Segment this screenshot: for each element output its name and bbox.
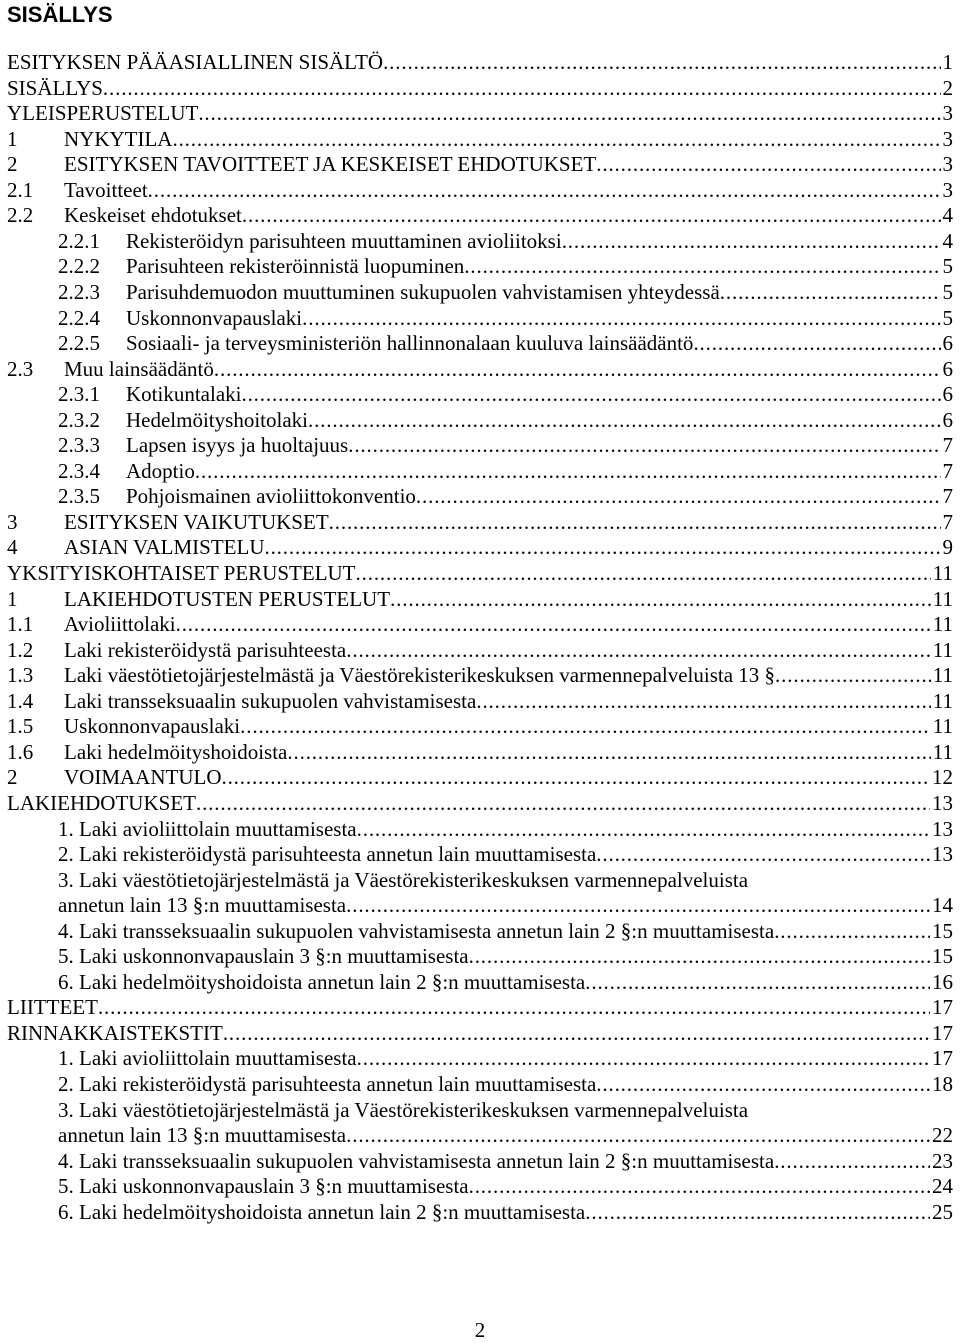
toc-entry-title: 1. Laki avioliittolain muuttamisesta: [58, 816, 357, 841]
toc-entry-page: 7: [942, 484, 953, 509]
toc-entry-title: 4. Laki transseksuaalin sukupuolen vahvistamisesta annetun lain 2 §:n muuttamisesta: [58, 918, 775, 943]
toc-entry-page: 24: [932, 1174, 953, 1199]
toc-entry[interactable]: [0, 868, 960, 893]
toc-leader-dots: [196, 791, 930, 816]
toc-leader-dots: [241, 382, 940, 407]
toc-leader-dots: [383, 50, 940, 75]
toc-entry-title: Sosiaali- ja terveysministeriön hallinnonalaan kuuluva lainsäädäntö: [126, 331, 694, 356]
toc-entry-page: 1: [942, 50, 953, 74]
toc-entry[interactable]: [0, 638, 960, 663]
toc-entry-title: annetun lain 13 §:n muuttamisesta: [58, 893, 347, 918]
toc-entry-page: 11: [932, 561, 953, 585]
toc-entry-page: 3: [942, 126, 953, 151]
toc-entry-title: Rekisteröidyn parisuhteen muuttaminen avioliitoksi: [126, 228, 562, 253]
toc-leader-dots: [596, 152, 940, 177]
toc-entry[interactable]: [0, 1123, 960, 1148]
toc-entry-page: 3: [942, 101, 953, 126]
toc-entry-page: 13: [932, 790, 953, 815]
toc-entry[interactable]: [0, 612, 960, 637]
toc-leader-dots: [348, 433, 940, 458]
toc-entry-number: 2.3.5: [58, 484, 100, 509]
toc-entry-title: 6. Laki hedelmöityshoidoista annetun lain 2 §:n muuttamisesta: [58, 1199, 586, 1224]
toc-entry-title: Uskonnonvapauslaki: [64, 714, 241, 739]
toc-leader-dots: [346, 1123, 930, 1148]
toc-entry-title: 6. Laki hedelmöityshoidoista annetun lain 2 §:n muuttamisesta: [58, 969, 586, 994]
toc-entry-page: 6: [942, 382, 953, 407]
toc-entry[interactable]: [0, 535, 960, 560]
toc-entry-title: Hedelmöityshoitolaki: [126, 407, 308, 432]
toc-leader-dots: [221, 765, 930, 790]
toc-entry-number: 1.4: [7, 688, 34, 713]
toc-leader-dots: [390, 587, 931, 612]
toc-leader-dots: [585, 970, 930, 995]
toc-leader-dots: [308, 408, 941, 433]
toc-entry[interactable]: [0, 254, 960, 279]
toc-leader-dots: [302, 306, 940, 331]
toc-entry-page: 5: [942, 305, 953, 330]
toc-entry-page: 13: [932, 816, 953, 841]
toc-entry-title: 3. Laki väestötietojärjestelmästä ja Väestörekisterikeskuksen varmennepalveluista: [58, 867, 749, 892]
toc-entry-page: 22: [932, 1123, 953, 1148]
toc-entry-title: Lapsen isyys ja huoltajuus: [126, 433, 349, 458]
toc-entry-number: 2.2.1: [58, 228, 100, 253]
toc-entry-number: 2.2.5: [58, 331, 100, 356]
toc-entry-title: ESITYKSEN TAVOITTEET JA KESKEISET EHDOTUKSET: [64, 152, 597, 177]
toc-entry[interactable]: [0, 919, 960, 944]
toc-entry[interactable]: [0, 817, 960, 842]
toc-entry[interactable]: [0, 714, 960, 739]
toc-entry-title: LAKIEHDOTUSTEN PERUSTELUT: [64, 586, 391, 611]
toc-leader-dots: [346, 638, 931, 663]
toc-entry-title: Kotikuntalaki: [126, 382, 242, 407]
toc-entry-title: Tavoitteet: [64, 177, 148, 202]
toc-leader-dots: [416, 484, 941, 509]
toc-entry-title: Keskeiset ehdotukset: [64, 203, 242, 228]
toc-entry-title: Avioliittolaki: [64, 612, 176, 637]
toc-entry-number: 2.3.1: [58, 382, 100, 407]
toc-entry-page: 17: [932, 1020, 953, 1045]
toc-entry-title: 5. Laki uskonnonvapauslain 3 §:n muuttamisesta: [58, 1174, 469, 1199]
toc-entry[interactable]: [0, 127, 960, 152]
toc-entry-number: 1.3: [7, 663, 34, 688]
toc-entry-page: 3: [942, 177, 953, 202]
toc-entry[interactable]: [0, 1046, 960, 1071]
toc-entry-number: 1: [7, 586, 18, 611]
toc-leader-dots: [287, 740, 930, 765]
toc-entry-title: RINNAKKAISTEKSTIT: [7, 1020, 223, 1045]
toc-entry[interactable]: [0, 1149, 960, 1174]
toc-entry-number: 2.3: [7, 356, 34, 381]
toc-entry-title: ESITYKSEN VAIKUTUKSET: [64, 509, 329, 534]
toc-entry[interactable]: [0, 459, 960, 484]
toc-leader-dots: [476, 689, 930, 714]
toc-entry[interactable]: [0, 50, 960, 75]
page-title: SISÄLLYS: [7, 2, 113, 27]
toc-entry[interactable]: [0, 101, 960, 126]
toc-entry-title: 5. Laki uskonnonvapauslain 3 §:n muuttamisesta: [58, 944, 469, 969]
toc-entry-title: 1. Laki avioliittolain muuttamisesta: [58, 1046, 357, 1071]
toc-entry-page: 4: [942, 203, 953, 228]
toc-entry-page: 6: [942, 331, 953, 356]
toc-leader-dots: [242, 203, 941, 228]
toc-entry-title: Adoptio: [126, 458, 195, 483]
toc-entry-title: Laki hedelmöityshoidoista: [64, 739, 288, 764]
toc-leader-dots: [469, 944, 930, 969]
toc-entry-page: 18: [932, 1072, 953, 1096]
toc-entry-page: 5: [942, 254, 953, 279]
toc-entry[interactable]: [0, 433, 960, 458]
toc-entry[interactable]: [0, 561, 960, 586]
toc-entry-page: 6: [942, 356, 953, 381]
page-number: 2: [474, 1318, 486, 1342]
toc-entry[interactable]: [0, 663, 960, 688]
toc-leader-dots: [357, 1046, 930, 1071]
toc-entry-page: 6: [942, 407, 953, 432]
toc-entry[interactable]: [0, 842, 960, 867]
toc-entry-page: 17: [932, 995, 953, 1020]
toc-leader-dots: [585, 1200, 930, 1225]
toc-entry[interactable]: [0, 203, 960, 228]
toc-leader-dots: [148, 178, 941, 203]
toc-leader-dots: [214, 357, 941, 382]
toc-entry-page: 11: [932, 637, 953, 662]
toc-entry-title: LAKIEHDOTUKSET: [7, 790, 196, 815]
toc-entry-page: 7: [942, 509, 953, 534]
toc-entry-title: VOIMAANTULO: [64, 765, 222, 790]
toc-entry[interactable]: [0, 893, 960, 918]
toc-entry-number: 1.1: [7, 612, 34, 637]
toc-entry-title: 3. Laki väestötietojärjestelmästä ja Väestörekisterikeskuksen varmennepalveluista: [58, 1097, 749, 1122]
toc-entry[interactable]: [0, 689, 960, 714]
toc-entry-title: Parisuhdemuodon muuttuminen sukupuolen vahvistamisen yhteydessä: [126, 279, 720, 304]
toc-entry[interactable]: [0, 229, 960, 254]
toc-entry-page: 7: [942, 458, 953, 483]
toc-entry-number: 2: [7, 152, 18, 177]
toc-entry-title: SISÄLLYS: [7, 75, 103, 100]
toc-entry[interactable]: [0, 765, 960, 790]
toc-leader-dots: [103, 76, 941, 101]
toc-entry-number: 2.3.2: [58, 407, 100, 432]
toc-entry[interactable]: [0, 280, 960, 305]
toc-entry-title: annetun lain 13 §:n muuttamisesta: [58, 1123, 347, 1148]
toc-leader-dots: [720, 280, 941, 305]
toc-entry-number: 4: [7, 535, 18, 560]
toc-entry[interactable]: [0, 1098, 960, 1123]
toc-entry-title: Parisuhteen rekisteröinnistä luopuminen: [126, 254, 465, 279]
toc-entry-page: 17: [932, 1046, 953, 1071]
toc-entry-title: YKSITYISKOHTAISET PERUSTELUT: [7, 561, 356, 585]
toc-entry[interactable]: [0, 152, 960, 177]
toc-leader-dots: [356, 561, 931, 586]
toc-leader-dots: [240, 714, 931, 739]
toc-entry-page: 13: [932, 842, 953, 867]
toc-entry-number: 2.1: [7, 177, 34, 202]
toc-entry-page: 11: [932, 688, 953, 713]
toc-leader-dots: [264, 535, 940, 560]
toc-entry-page: 11: [932, 663, 953, 688]
toc-leader-dots: [346, 893, 930, 918]
toc-entry-page: 15: [932, 944, 953, 969]
toc-entry[interactable]: [0, 178, 960, 203]
toc-leader-dots: [596, 1072, 930, 1097]
toc-entry[interactable]: [0, 944, 960, 969]
toc-entry[interactable]: [0, 331, 960, 356]
toc-entry-title: Muu lainsäädäntö: [64, 356, 214, 381]
toc-entry-title: YLEISPERUSTELUT: [7, 101, 199, 126]
toc-entry-number: 1.2: [7, 637, 34, 662]
toc-entry-number: 1.5: [7, 714, 34, 739]
toc-entry[interactable]: [0, 740, 960, 765]
toc-entry-number: 3: [7, 509, 18, 534]
toc-entry-title: ASIAN VALMISTELU: [64, 535, 265, 560]
toc-entry[interactable]: [0, 484, 960, 509]
toc-entry[interactable]: [0, 357, 960, 382]
toc-leader-dots: [774, 1149, 930, 1174]
toc-leader-dots: [469, 1174, 930, 1199]
toc-leader-dots: [176, 612, 931, 637]
toc-leader-dots: [464, 254, 940, 279]
toc-entry-number: 2.2.3: [58, 279, 100, 304]
toc-entry[interactable]: [0, 76, 960, 101]
toc-entry[interactable]: [0, 970, 960, 995]
toc-entry-number: 2.3.4: [58, 458, 100, 483]
toc-entry-number: 2.2.2: [58, 254, 100, 279]
toc-entry-page: 11: [932, 586, 953, 611]
toc-entry-page: 11: [932, 714, 953, 739]
toc-entry-page: 4: [942, 228, 953, 253]
toc-entry-title: ESITYKSEN PÄÄASIALLINEN SISÄLTÖ: [7, 50, 384, 74]
toc-entry-number: 2.2: [7, 203, 34, 228]
toc-entry[interactable]: [0, 791, 960, 816]
toc-entry-page: 7: [942, 433, 953, 458]
toc-entry-page: 2: [942, 75, 953, 100]
toc-entry-page: 11: [932, 612, 953, 637]
toc-leader-dots: [596, 842, 930, 867]
toc-entry-title: Pohjoismainen avioliittokonventio: [126, 484, 416, 509]
toc-entry-number: 2: [7, 765, 18, 790]
toc-entry-title: LIITTEET: [7, 995, 98, 1020]
toc-entry-title: Laki väestötietojärjestelmästä ja Väestörekisterikeskuksen varmennepalveluista 13 §: [64, 663, 776, 688]
toc-entry[interactable]: [0, 1072, 960, 1097]
toc-leader-dots: [198, 101, 940, 126]
toc-entry-number: 2.2.4: [58, 305, 100, 330]
toc-entry[interactable]: [0, 382, 960, 407]
toc-entry-number: 2.3.3: [58, 433, 100, 458]
toc-entry[interactable]: [0, 408, 960, 433]
toc-entry-page: 5: [942, 279, 953, 304]
toc-entry[interactable]: [0, 306, 960, 331]
toc-entry-title: Uskonnonvapauslaki: [126, 305, 303, 330]
toc-leader-dots: [172, 127, 940, 152]
toc-leader-dots: [774, 919, 930, 944]
toc-entry[interactable]: [0, 1200, 960, 1225]
toc-leader-dots: [775, 663, 931, 688]
toc-entry-page: 3: [942, 152, 953, 177]
toc-leader-dots: [223, 1021, 930, 1046]
toc-entry-title: NYKYTILA: [64, 126, 173, 151]
toc-entry[interactable]: [0, 1174, 960, 1199]
toc-entry-number: 1: [7, 126, 18, 151]
toc-entry-page: 9: [942, 535, 953, 560]
toc-leader-dots: [98, 995, 930, 1020]
toc-entry-page: 12: [932, 765, 953, 790]
toc-entry-page: 15: [932, 918, 953, 943]
toc-leader-dots: [562, 229, 941, 254]
toc-entry[interactable]: [0, 587, 960, 612]
toc-entry-title: 2. Laki rekisteröidystä parisuhteesta annetun lain muuttamisesta: [58, 1072, 597, 1096]
toc-entry-number: 1.6: [7, 739, 34, 764]
toc-leader-dots: [329, 510, 941, 535]
toc-leader-dots: [693, 331, 940, 356]
toc-entry[interactable]: [0, 995, 960, 1020]
toc-entry[interactable]: [0, 510, 960, 535]
toc-entry-title: 2. Laki rekisteröidystä parisuhteesta annetun lain muuttamisesta: [58, 842, 597, 867]
toc-leader-dots: [357, 817, 930, 842]
toc-entry-page: 25: [932, 1199, 953, 1224]
toc-entry-page: 16: [932, 969, 953, 994]
toc-leader-dots: [195, 459, 941, 484]
toc-entry-title: 4. Laki transseksuaalin sukupuolen vahvistamisesta annetun lain 2 §:n muuttamisesta: [58, 1148, 775, 1173]
toc-entry-page: 11: [932, 739, 953, 764]
toc-entry[interactable]: [0, 1021, 960, 1046]
toc-entry-page: 14: [932, 893, 953, 918]
toc-entry-page: 23: [932, 1148, 953, 1173]
toc-entry-title: Laki transseksuaalin sukupuolen vahvistamisesta: [64, 688, 477, 713]
toc-entry-title: Laki rekisteröidystä parisuhteesta: [64, 637, 347, 662]
